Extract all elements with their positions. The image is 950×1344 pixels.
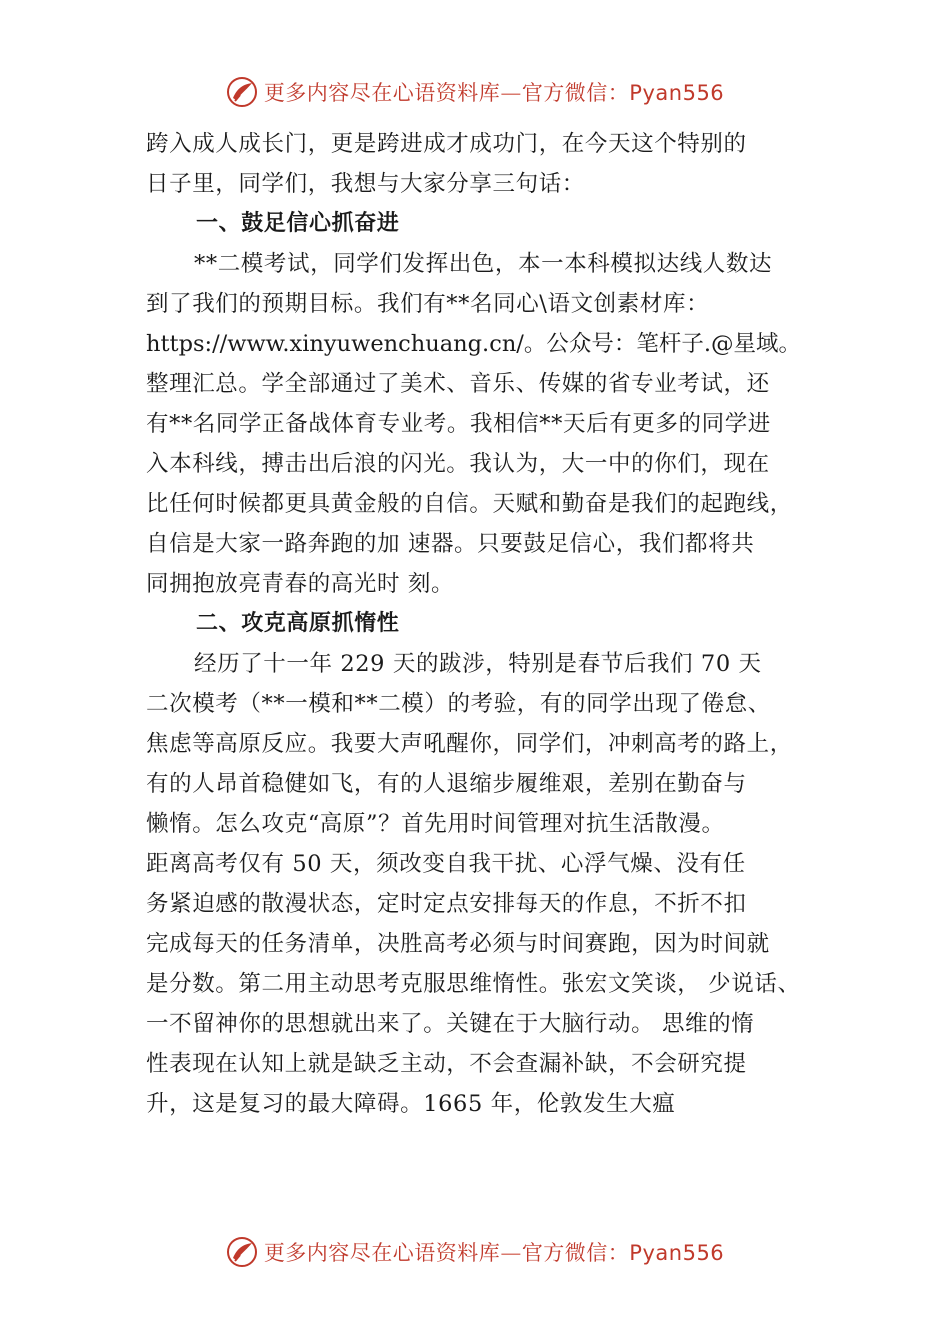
- section-heading-1: 一、鼓足信心抓奋进: [196, 211, 400, 236]
- header-banner-wechat: 官方微信：Pyan556: [521, 81, 725, 105]
- header-banner-text: [264, 77, 724, 107]
- brand-logo-icon: [226, 76, 258, 108]
- paragraph-line: 焦虑等高原反应。我要大声吼醒你，同学们，冲刺高考的路上，: [146, 731, 793, 757]
- paragraph-line: 经历了十一年 229 天的跋涉，特别是春节后我们 70 天: [194, 651, 762, 677]
- paragraph-line: 务紧迫感的散漫状态，定时定点安排每天的作息，不折不扣: [146, 891, 747, 917]
- paragraph-line: 完成每天的任务清单，决胜高考必须与时间赛跑，因为时间就: [146, 931, 770, 957]
- paragraph-line: 自信是大家一路奔跑的加 速器。只要鼓足信心，我们都将共: [146, 531, 755, 557]
- header-banner-main: 更多内容尽在心语资料库: [263, 81, 501, 105]
- paragraph-line: 有**名同学正备战体育专业考。我相信**天后有更多的同学进: [146, 411, 771, 437]
- paragraph-line: 整理汇总。学全部通过了美术、音乐、传媒的省专业考试，还: [146, 371, 770, 397]
- footer-banner-main: 更多内容尽在心语资料库: [263, 1241, 501, 1265]
- section-heading-2: 二、攻克高原抓惰性: [196, 611, 400, 636]
- footer-banner: [0, 1230, 950, 1274]
- paragraph-line: 二次模考（**一模和**二模）的考验，有的同学出现了倦怠、: [146, 691, 771, 717]
- paragraph-line: 性表现在认知上就是缺乏主动，不会查漏补缺，不会研究提: [146, 1051, 747, 1077]
- paragraph-line: 入本科线，搏击出后浪的闪光。我认为，大一中的你们，现在: [146, 451, 770, 477]
- paragraph-line: 一不留神你的思想就出来了。关键在于大脑行动。 思维的惰: [146, 1011, 755, 1037]
- footer-banner-wechat: 官方微信：Pyan556: [521, 1241, 725, 1265]
- footer-banner-dash: —: [500, 1241, 522, 1265]
- paragraph-line: 升，这是复习的最大障碍。1665 年，伦敦发生大瘟: [146, 1091, 676, 1117]
- paragraph-line-url: https://www.xinyuwenchuang.cn/。公众号：笔杆子.@星域。: [146, 331, 802, 357]
- paragraph-line: 是分数。第二用主动思考克服思维惰性。张宏文笑谈， 少说话、: [146, 971, 801, 997]
- paragraph-line: 到了我们的预期目标。我们有**名同心\语文创素材库：: [146, 291, 710, 317]
- paragraph-line: 跨入成人成长门，更是跨进成才成功门，在今天这个特别的: [146, 131, 747, 157]
- brand-logo-icon: [226, 1236, 258, 1268]
- paragraph-line: 有的人昂首稳健如飞，有的人退缩步履维艰，差别在勤奋与: [146, 771, 747, 797]
- paragraph-line: 日子里，同学们，我想与大家分享三句话：: [146, 171, 585, 197]
- paragraph-line: 距离高考仅有 50 天，须改变自我干扰、心浮气燥、没有任: [146, 851, 746, 877]
- header-banner-dash: —: [500, 81, 522, 105]
- paragraph-line: 比任何时候都更具黄金般的自信。天赋和勤奋是我们的起跑线，: [146, 491, 793, 517]
- paragraph-line: 懒惰。怎么攻克“高原”？首先用时间管理对抗生活散漫。: [146, 811, 725, 837]
- footer-banner-text: [264, 1237, 724, 1267]
- paragraph-line: 同拥抱放亮青春的高光时 刻。: [146, 571, 455, 597]
- header-banner: [0, 70, 950, 114]
- paragraph-line: **二模考试，同学们发挥出色，本一本科模拟达线人数达: [194, 251, 773, 277]
